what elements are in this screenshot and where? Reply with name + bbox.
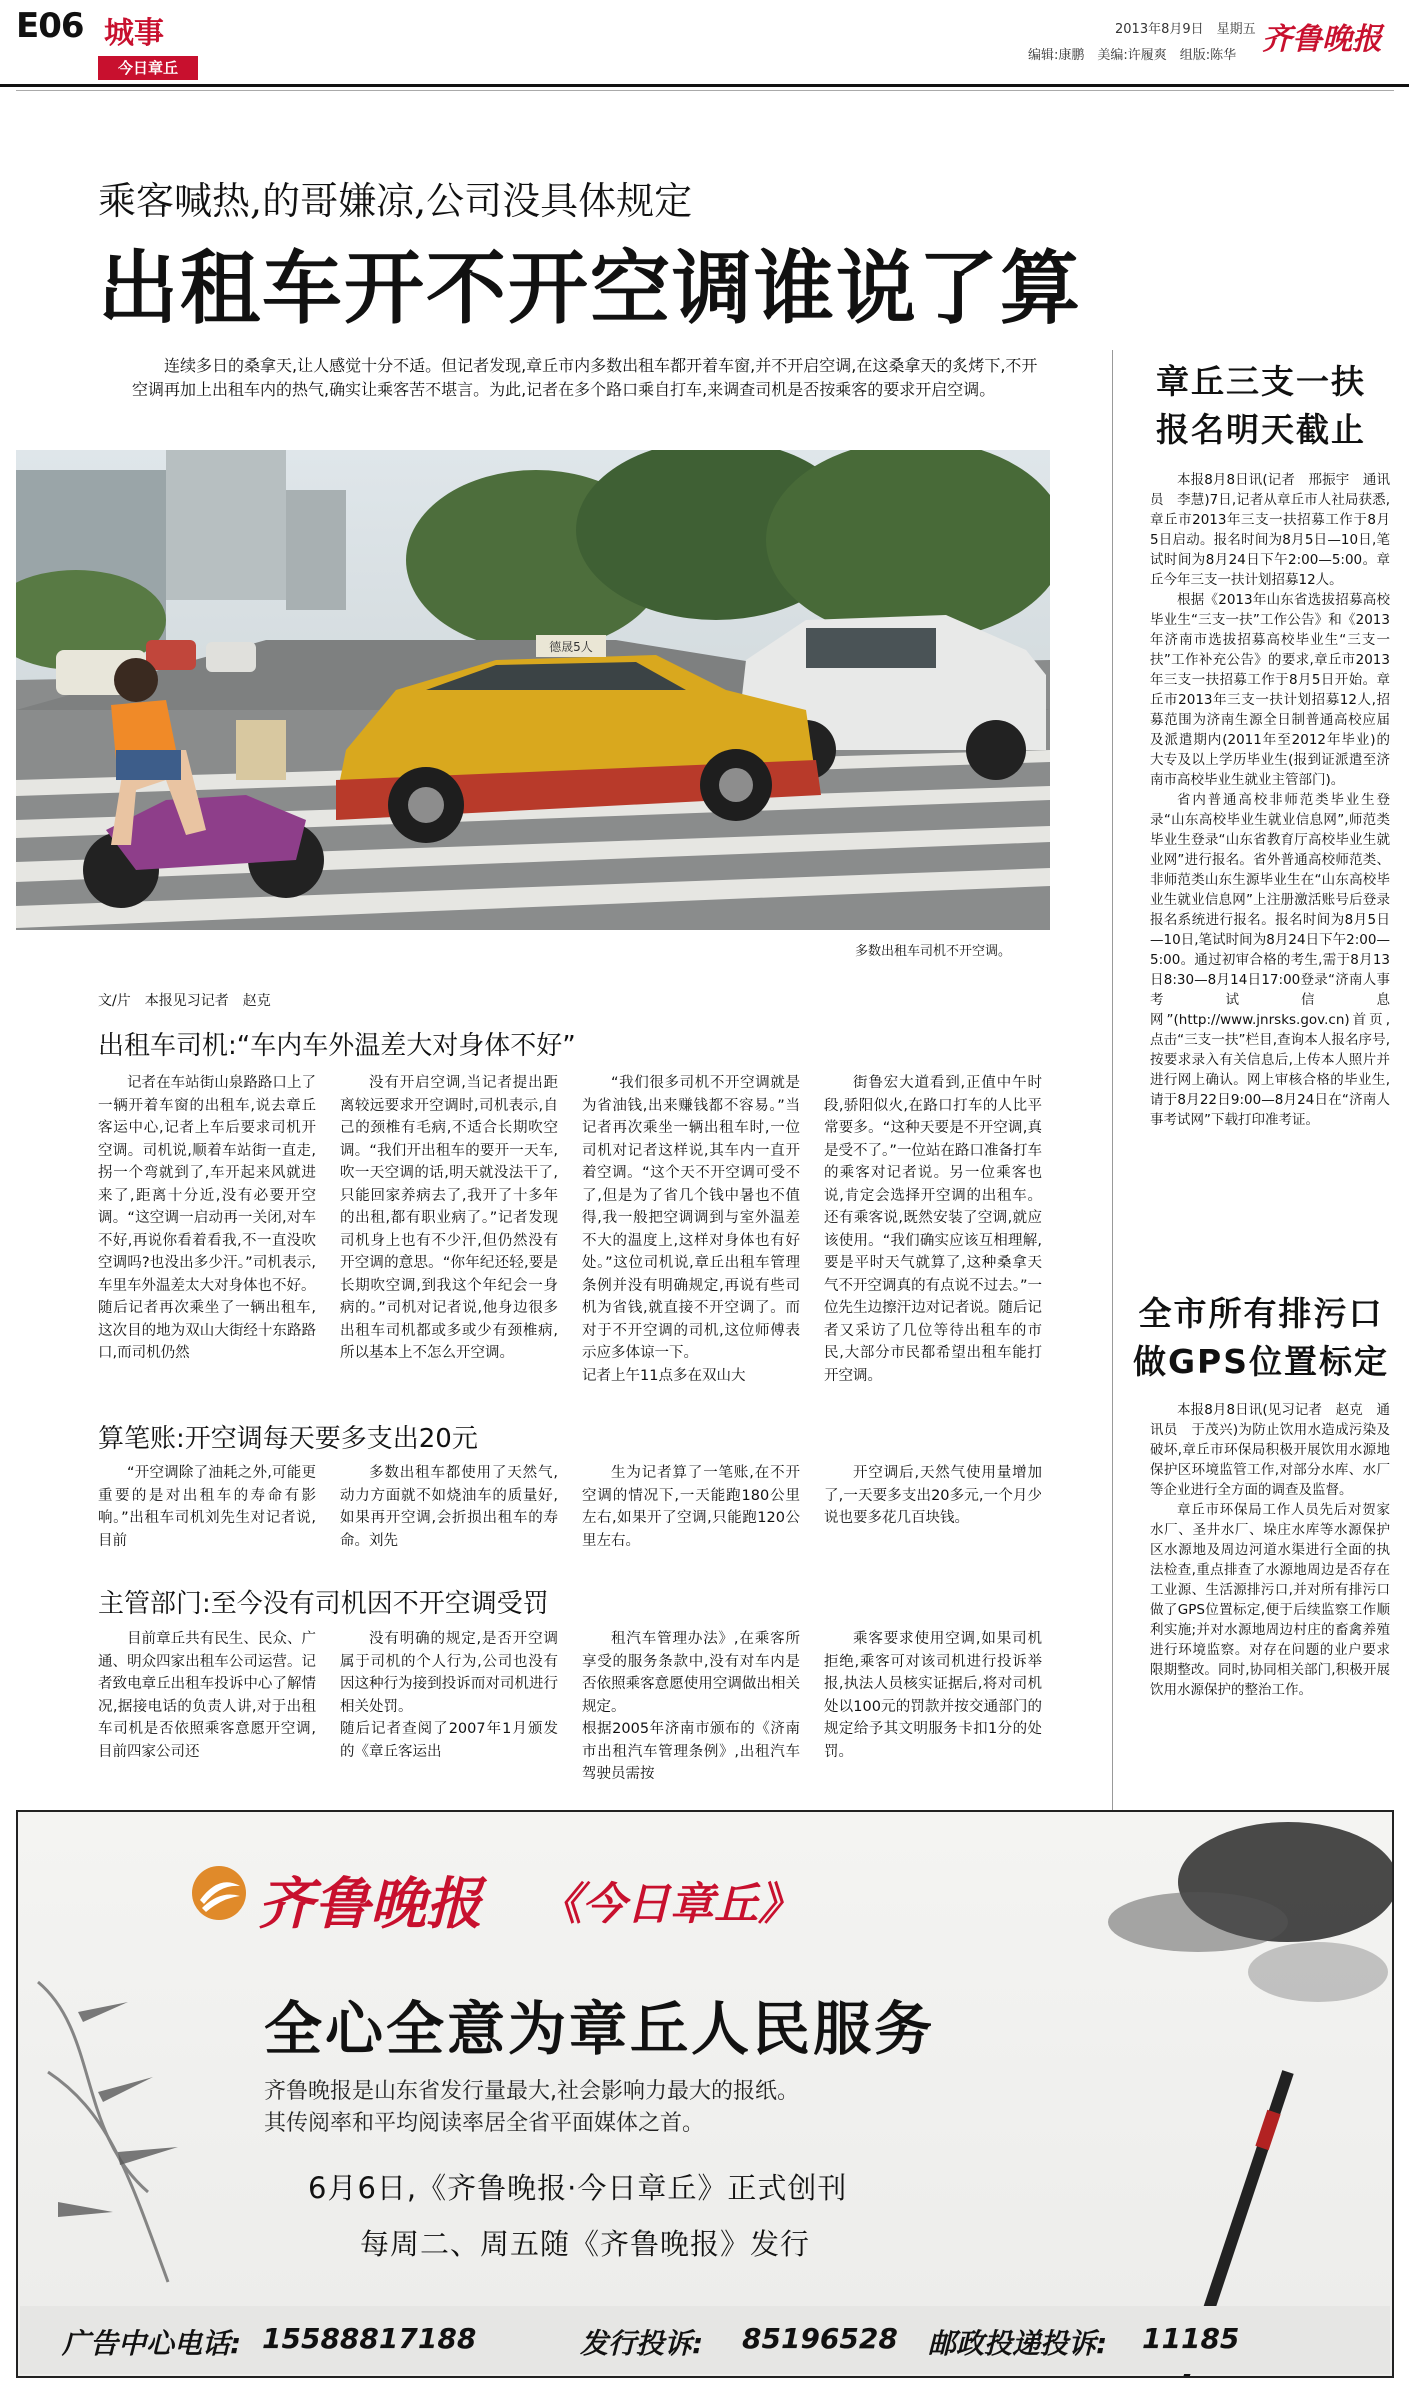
ad-launch-line: 6月6日,《齐鲁晚报·今日章丘》正式创刊: [308, 2171, 848, 2205]
section3-col1-text: 目前章丘共有民生、民众、广通、明众四家出租车公司运营。记者致电章丘出租车投诉中心了解情况,据接电话的负责人讲,对于出租车司机是否依照乘客意愿开空调,目前四家公司还: [98, 1631, 316, 1760]
section2-col3-text: 生为记者算了一笔账,在不开空调的情况下,一天能跑180公里左右,如果开了空调,只能跑120公里左右。: [582, 1465, 800, 1549]
section2-col1-text: “开空调除了油耗之外,可能更重要的是对出租车的寿命有影响。”出租车司机刘先生对记者说,目前: [98, 1465, 316, 1549]
sidebar-story2-body: [1150, 1400, 1390, 1700]
distribution-complaint-number: 85196528: [742, 2322, 898, 2355]
section3-col3-text: 租汽车管理办法》,在乘客所享受的服务条款中,没有对车内是否依照乘客意愿使用空调做出相关规定。 根据2005年济南市颁布的《济南市出租汽车管理条例》,出租汽车驾驶员需按: [582, 1631, 800, 1782]
sidebar-story1-p1: 本报8月8日讯(记者 邢振宇 通讯员 李慧)7日,记者从章丘市人社局获悉,章丘市2013年三支一扶招募工作于8月5日启动。报名时间为8月5日—10日,笔试时间为8月24日下午2:00—5:00。章丘今年三支一扶计划招募12人。: [1150, 472, 1390, 588]
section3-col4-text: 乘客要求使用空调,如果司机拒绝,乘客可对该司机进行投诉举报,执法人员核实证据后,将对司机处以100元的罚款并按交通部门的规定给予其文明服务卡扣1分的处罚。: [824, 1631, 1042, 1760]
sidebar-story1-body: [1150, 470, 1390, 1130]
ad-slogan: 全心全意为章丘人民服务: [264, 1995, 936, 2063]
sidebar-story1-p3: 省内普通高校非师范类毕业生登录“山东高校毕业生就业信息网”,师范类毕业生登录“山东省教育厅高校毕业生就业网”进行报名。省外普通高校师范类、非师范类山东生源毕业生在“山东高校毕业生就业信息网”上注册激活账号后登录报名系统进行报名。报名时间为8月5日—10日,笔试时间为8月24日下午2:00—5:00。通过初审合格的考生,需于8月13日8:30—8月14日17:00登录“济南人事考试信息网”(http://www.jnrsks.gov.cn)首页,点击“三支一扶”栏目,查询本人报名序号,按要求录入有关信息后,上传本人照片并进行网上确认。网上审核合格的毕业生,请于8月22日9:00—8月24日在“济南人事考试网”下载打印准考证。: [1150, 792, 1390, 1128]
section1-col2-text: 没有开启空调,当记者提出距离较远要求开空调时,司机表示,自己的颈椎有毛病,不适合长期吹空调。“我们开出租车的要开一天车,吹一天空调的话,明天就没法干了,只能回家养病去了,我开了十多年的出租,都有职业病了。”记者发现司机身上也有不少汗,但仍然没有开空调的意思。“你年纪还轻,要是长期吹空调,到我这个年纪会一身病的。”司机对记者说,他身边很多出租车司机都或多或少有颈椎病,所以基本上不怎么开空调。: [340, 1075, 558, 1361]
street-scene-illustration: [16, 450, 1050, 930]
sidebar-story1-title-line1: 章丘三支一扶: [1156, 362, 1366, 401]
section3-subhead: 主管部门:至今没有司机因不开空调受罚: [98, 1589, 549, 1619]
section3-column-1: [98, 1628, 316, 1763]
ad-line-2: 其传阅率和平均阅读率居全省平面媒体之首。: [264, 2111, 705, 2136]
sidebar-story2-title-line1: 全市所有排污口: [1138, 1294, 1384, 1333]
section3-col2-text: 没有明确的规定,是否开空调属于司机的个人行为,公司也没有因这种行为接到投诉而对司机进行相关处罚。 随后记者查阅了2007年1月颁发的《章丘客运出: [340, 1631, 558, 1760]
article-byline: 文/片 本报见习记者 赵克: [98, 993, 271, 1009]
ad-contact-bar: [20, 2306, 1390, 2374]
section1-column-3: [582, 1072, 800, 1387]
sidebar-story2-p2: 章丘市环保局工作人员先后对贺家水厂、圣井水厂、垛庄水库等水源保护区水源地及周边河道水渠进行全面的执法检查,重点排查了水源地周边是否存在工业源、生活源排污口,并对所有排污口做了GPS位置标定,便于后续监察工作顺利实施;并对水源地周边村庄的畜禽养殖进行环境监察。对存在问题的业户要求限期整改。同时,协同相关部门,积极开展饮用水源保护的整治工作。: [1150, 1502, 1390, 1698]
ad-line-1: 齐鲁晚报是山东省发行量最大,社会影响力最大的报纸。: [264, 2079, 799, 2104]
editor-credits: 编辑:康鹏 美编:许履爽 组版:陈华: [1028, 48, 1237, 63]
section3-column-3: [582, 1628, 800, 1786]
section2-column-1: [98, 1462, 316, 1552]
page-number: E06: [16, 6, 84, 46]
article-headline: 出租车开不开空调谁说了算: [98, 242, 1082, 335]
sidebar-story1-p2: 根据《2013年山东省选拔招募高校毕业生“三支一扶”工作公告》和《2013年济南市选拔招募高校毕业生“三支一扶”工作补充公告》的要求,章丘市2013年三支一扶招募工作于8月5日开始。章丘市2013年三支一扶计划招募12人,招募范围为济南生源全日制普通高校应届及派遣期内(2011年至2012年毕业)的大专及以上学历毕业生(报到证派遣至济南市高校毕业生就业主管部门)。: [1150, 592, 1390, 788]
newspaper-logo: 齐鲁晚报: [1262, 22, 1382, 57]
section1-column-4: [824, 1072, 1042, 1387]
ad-phone-label: 广告中心电话:: [62, 2327, 242, 2360]
article-lede: 连续多日的桑拿天,让人感觉十分不适。但记者发现,章丘市内多数出租车都开着车窗,并不开启空调,在这桑拿天的炙烤下,不开空调再加上出租车内的热气,确实让乘客苦不堪言。为此,记者在多个路口乘自打车,来调查司机是否按乘客的要求开启空调。: [132, 356, 1038, 399]
taxi-roof-sign: 德晟5人: [549, 640, 593, 654]
ad-phone-number: 15588817188: [262, 2322, 477, 2355]
section3-column-4: [824, 1628, 1042, 1763]
section2-col4-text: 开空调后,天然气使用量增加了,一天要多支出20多元,一个月少说也要多花几百块钱。: [824, 1465, 1042, 1526]
sidebar-divider: [1112, 350, 1113, 1810]
section2-column-3: [582, 1462, 800, 1552]
sidebar-story1-title-line2: 报名明天截止: [1156, 410, 1366, 449]
section1-column-1: [98, 1072, 316, 1365]
sidebar-story2-p1: 本报8月8日讯(见习记者 赵克 通讯员 于茂兴)为防止饮用水造成污染及破坏,章丘市环保局积极开展饮用水源地保护区环境监管工作,对部分水库、水厂等企业进行全方面的调查及监督。: [1150, 1402, 1390, 1498]
header-rule: [0, 84, 1409, 87]
section2-col2-text: 多数出租车都使用了天然气,动力方面就不如烧油车的质量好,如果再开空调,会折损出租车的寿命。刘先: [340, 1465, 558, 1549]
postal-complaint-label: 邮政投递投诉:: [928, 2327, 1108, 2360]
advertisement: [16, 1810, 1394, 2378]
section2-column-2: [340, 1462, 558, 1552]
subsection-badge: 今日章丘: [98, 56, 198, 80]
ad-schedule-line: 每周二、周五随《齐鲁晚报》发行: [360, 2227, 811, 2261]
issue-date: 2013年8月9日 星期五: [1115, 22, 1256, 37]
section-title: 城事: [104, 16, 164, 51]
section2-subhead: 算笔账:开空调每天要多支出20元: [98, 1424, 478, 1454]
section1-col1-text: 记者在车站街山泉路路口上了一辆开着车窗的出租车,说去章丘客运中心,记者上车后要求司机开空调。司机说,顺着车站街一直走,拐一个弯就到了,车开起来风就进来了,距离十分近,没有必要开空调。“这空调一启动再一关闭,对车不好,再说你看着看我,不一直没吹空调吗?也没出多少汗。”司机表示,车里车外温差太大对身体也不好。 随后记者再次乘坐了一辆出租车,这次目的地为双山大街经十东路路口,而司机仍然: [98, 1075, 316, 1361]
article-photo: [16, 450, 1050, 930]
ad-logo-tag: 《今日章丘》: [538, 1879, 802, 1930]
ad-logo-text: 齐鲁晚报: [258, 1871, 482, 1937]
postal-complaint-number: 11185: [1142, 2322, 1240, 2355]
article-kicker: 乘客喊热,的哥嫌凉,公司没具体规定: [98, 179, 693, 223]
distribution-complaint-label: 发行投诉:: [580, 2327, 704, 2360]
sidebar-story2-title-line2: 做GPS位置标定: [1132, 1342, 1390, 1381]
section1-col4-text: 街鲁宏大道看到,正值中午时段,骄阳似火,在路口打车的人比平常要多。“这种天要是不开空调,真是受不了。”一位站在路口准备打车的乘客对记者说。另一位乘客也说,肯定会选择开空调的出租车。还有乘客说,既然安装了空调,就应该使用。“我们确实应该互相理解,要是平时天气就算了,这种桑拿天气不开空调真的有点说不过去。”一位先生边擦汗边对记者说。随后记者又采访了几位等待出租车的市民,大部分市民都希望出租车能打开空调。: [824, 1075, 1042, 1384]
header-thin-rule: [16, 90, 1394, 91]
section2-column-4: [824, 1462, 1042, 1530]
photo-caption: 多数出租车司机不开空调。: [855, 944, 1012, 959]
section3-column-2: [340, 1628, 558, 1763]
section1-column-2: [340, 1072, 558, 1365]
section1-col3-text: “我们很多司机不开空调就是为省油钱,出来赚钱都不容易。”当记者再次乘坐一辆出租车时,一位司机对记者这样说,其车内一直开着空调。“这个天不开空调可受不了,但是为了省几个钱中暑也不值得,我一般把空调调到与室外温差不大的温度上,这样对身体也有好处。”这位司机说,章丘出租车管理条例并没有明确规定,再说有些司机为省钱,就直接不开空调了。而对于不开空调的司机,这位师傅表示应多体谅一下。 记者上午11点多在双山大: [582, 1075, 800, 1384]
newspaper-sun-logo-icon: [190, 1864, 248, 1922]
section1-subhead: 出租车司机:“车内车外温差大对身体不好”: [98, 1031, 576, 1061]
